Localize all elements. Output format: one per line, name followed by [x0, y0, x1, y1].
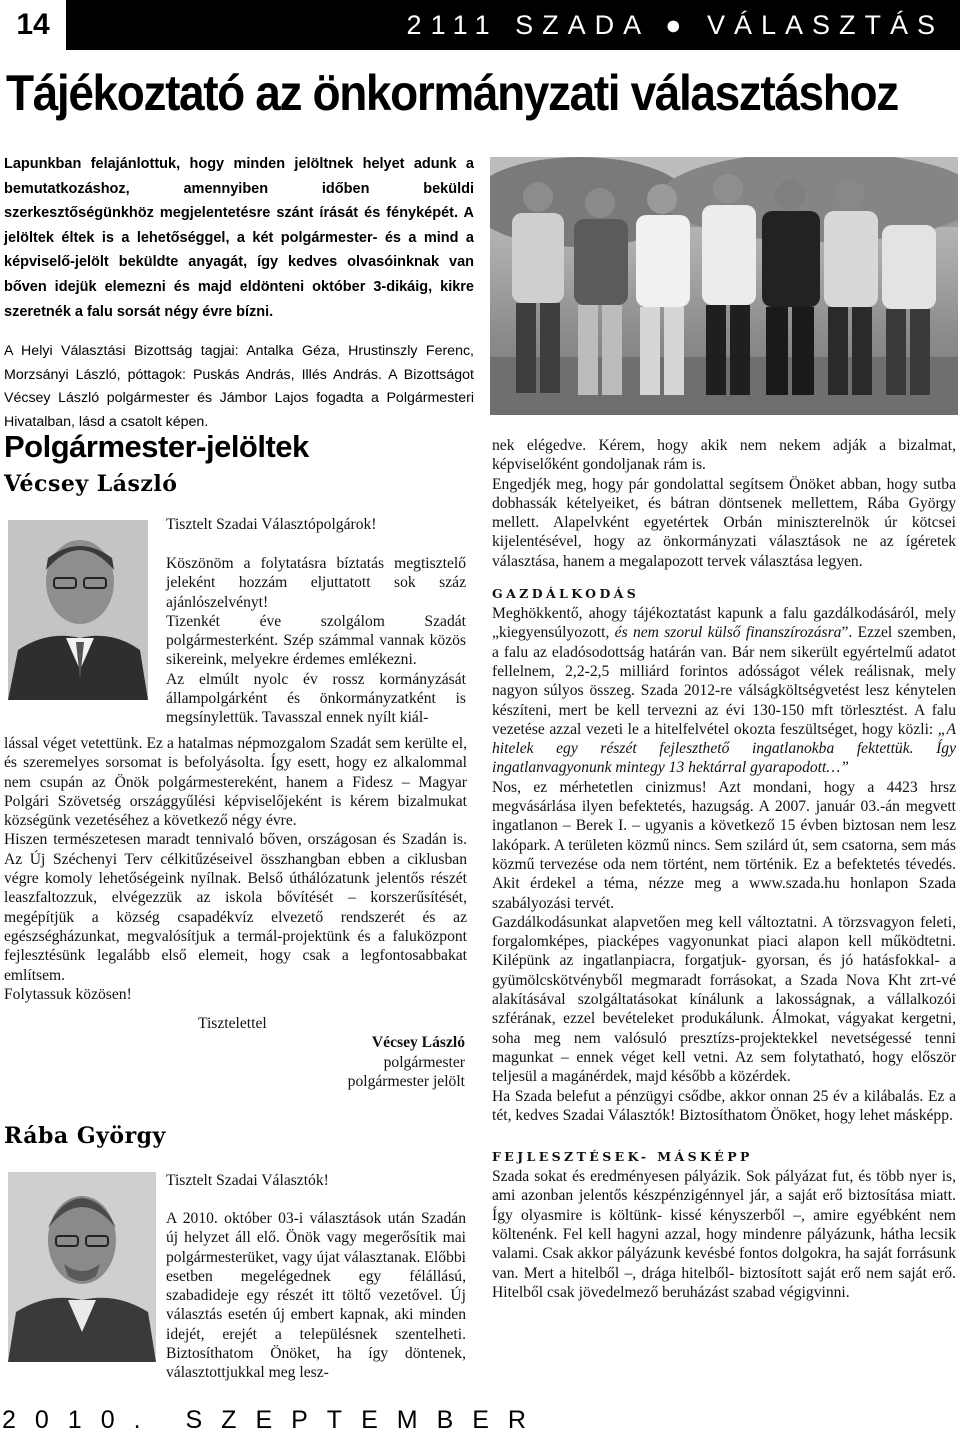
- italic-run: „A hitelek egy részét fejleszthető ingatlanokba fektettük. Így ingatlanvagyonunk mintegy 13 hektárral gyarapodott…”: [492, 720, 956, 777]
- group-photo: [490, 157, 958, 415]
- candidate1-wide-text: [4, 734, 467, 1004]
- running-head: 2111 SZADA ● VÁLASZTÁS: [406, 10, 944, 40]
- candidate2-greeting: Tisztelt Szadai Választók!: [166, 1172, 329, 1189]
- paragraph: Folytassuk közösen!: [4, 985, 132, 1003]
- signature-name: Vécsey László: [371, 1034, 465, 1052]
- candidate2-narrow-text: A 2010. október 03-i választások után Szadán új helyzet áll elő. Önök vagy megerősítik mai polgármesterüket, vagy újat választanak. Előbbi esetben megelégednek egy félállású, szabadideje egy részét itt töltő vezetővel. Új választás esetén új embert kapnak, aki minden idejét, erejét a településnek szentelheti. Biztosíthatom Önöket, ha így döntenek, választottjukkal meg lesz-: [166, 1210, 466, 1382]
- text-run: ”. Ezzel szemben, a falu az eladósodottság határán van. Bár nem sikerült egyértelmű adatot fellelnem, 2,2-2,5 milliárd forintos adósságot vélek reálisnak, mely nagyon súlyos összeg. Szada 2012-re válságköltségvetést lesz kénytelen készíteni, mert be kell tervezni az évi 130-150 mft törlesztést. A falu vezetése azzal vezeti le a hitelfelvétel okozta feszültséget, hogy közli:: [492, 624, 956, 738]
- page-footer: 2010. SZEPTEMBER: [2, 1406, 545, 1434]
- paragraph: Szada sokat és eredményesen pályázik. Sok pályázat fut, és több nyer is, ami azonban jelentős készpénzigénnyel jár, a saját erő biztosítása miatt. Így olyasmire is költünk- kissé kényszerből –, amire egyébként nem költenénk. Fel kell hagyni azzal, hogy mindenre pályázunk, hátha lecsik valami. Csak akkor pályázunk kevésbé fontos dolgokra, ha saját forrásunk van. Mert a hitelből –, drága hitelből- biztosított saját erő nem saját erő. Hitelből csak jövedelmező beruházást szabad végigvinni.: [492, 1168, 956, 1301]
- paragraph: Gazdálkodásunkat alapvetően meg kell változtatni. A törzsvagyon feleti, forgalomképes, piacképes vagyonunkat piaci alapon kell működtetni. Kilépünk az ingatlanpiacra, forgatjuk- gyorsan, és jó hatásfokkal- a gyümölcskötvényből megmaradt forrásokat, a Szada Nova Kht zrt-vé alakításával szolgáltatásokat kínálunk a lakosságnak, a vállalkozói szférának, ezzel bevételeket produkálunk. Álmokat, vágyakat kergetni, soha meg nem valósuló presztízs-projektekkel nevetségessé tenni magunkat – ennek véget kell vetni. Az sem folytatható, hogy először teljesül a magánérdek, majd később a közérdek.: [492, 913, 956, 1086]
- text-run: Meghökkentő, ahogy tájékoztatást kapunk a falu gazdálkodásáról, mely „kiegyensúlyozott,: [492, 605, 956, 642]
- candidate1-portrait-image: [8, 520, 148, 700]
- paragraph: Köszönöm a folytatásra bíztatás megtisztelő jeleként hozzám eljuttatott sok száz ajánlószelvényt!: [166, 555, 466, 611]
- paragraph: nek elégedve. Kérem, hogy akik nem nekem adják a bizalmat, képviselőként gondoljanak rám is.: [492, 437, 956, 474]
- signature-role: polgármester: [383, 1053, 465, 1071]
- candidate1-signature: [4, 1014, 467, 1091]
- paragraph: Az elmúlt nyolc év rossz kormányzását állampolgárként és önkormányzatként is megsínylettük. Tavasszal ennek nyílt kiál-: [166, 670, 466, 727]
- candidate2-column3: [492, 436, 956, 1302]
- page-header: [0, 0, 960, 50]
- subheading-gazdalkodas: GAZDÁLKODÁS: [492, 586, 640, 602]
- paragraph: lással véget vetettünk. Ez a hatalmas népmozgalom Szadát sem kerülte el, és szeremelyes sorsomat is befolyásolta. Így esett, hogy ez alkalommal nem csupán az Önök polgármestereként, hanem a Fidesz – Magyar Polgári Szövetség országgyűlési képviselőjeként is kérem bizalmukat községünk vezetéséhez a következő négy évre.: [4, 735, 467, 830]
- candidate1-greeting: Tisztelt Szadai Választópolgárok!: [166, 516, 377, 533]
- paragraph: Nos, ez mérhetetlen cinizmus! Azt mondani, hogy a 4423 hrsz megvásárlása ilyen befektetés, hazugság. A 2007. január 03.-án megvett ingatlanon – Berek I. – ugyanis a következő 15 évben biztosan nem lesz lakópark. A területen közmű nincs. Sem szilárd út, sem csatorna, sem más közmű tervezése oda nem történt, nem történik. Ez a befektetés tévedés. Akit érdekel a téma, nézze meg a www.szada.hu honlapon Szada szabályozási tervét.: [492, 778, 956, 912]
- candidate1-narrow-text: [166, 554, 466, 728]
- candidate2-name: Rába György: [4, 1123, 166, 1149]
- section-heading: Polgármester-jelöltek: [4, 429, 309, 464]
- page-number: 14: [0, 0, 68, 50]
- paragraph: Hiszen természetesen maradt tennivaló bőven, országosan és Szadán is. Az Új Széchenyi Terv célkitűzéseivel összhangban ebben a ciklusban végre komoly lehetőségeink nyílnak. Belső úthálózatunk jelentős részét leaszfaltozzuk, elvégezzük az iskola bővítését – korszerűsítését, megépítjük a község csapadékvíz elvezető rendszerét és az egészségházunkat, megvalósítjuk a termál-projektünk és a faluközpont fejlesztésünk legalább első elemeit, hogy csak a legfontosabbakat említsem.: [4, 831, 467, 984]
- paragraph: Ha Szada belefut a pénzügyi csődbe, akkor onnan 25 év a kilábalás. Ez a tét, kedves Szadai Választók! Biztosíthatom Önöket, hogy lehet másképp.: [492, 1087, 956, 1124]
- group-photo-image: [490, 157, 958, 415]
- italic-run: és nem szorul külső finanszírozásra: [614, 624, 842, 642]
- signature-role: polgármester jelölt: [347, 1072, 465, 1090]
- closing: Tisztelettel: [198, 1015, 267, 1032]
- article-title: Tájékoztató az önkormányzati választáshoz: [6, 65, 898, 121]
- candidate1-name: Vécsey László: [4, 471, 178, 497]
- candidate2-portrait-image: [8, 1172, 156, 1362]
- photo-caption: A Helyi Választási Bizottság tagjai: Antalka Géza, Hrustinszly Ferenc, Morzsányi László, póttagok: Puskás András, Illés András. A Bizottságot Vécsey László polgármester és Jámbor Lajos fogadta a Polgármesteri Hivatalban, lásd a csatolt képen.: [4, 343, 474, 430]
- paragraph: [492, 604, 956, 778]
- subheading-fejlesztesek: FEJLESZTÉSEK- MÁSKÉPP: [492, 1149, 753, 1165]
- paragraph: Engedjék meg, hogy pár gondolattal segítsem Önöket abban, hogy sutba dobhassák kételyeiket, és bátran döntsenek mellettem, Rába György mellett. Alapelvként egyetértek Orbán miniszterelnök úr kötcsei kijelentésével, hogy az önkormányzati választások ne az ígéretek választása, hanem a megalapozott tervek választása legyen.: [492, 475, 956, 570]
- candidate2-portrait: [8, 1172, 156, 1362]
- lead-paragraph: Lapunkban felajánlottuk, hogy minden jelöltnek helyet adunk a bemutatkozáshoz, amennyiben időben beküldi szerkesztőségünkhöz megjelentetésre szánt írását és fényképét. A jelöltek éltek is a lehetőséggel, a két polgármester- és a mind a képviselő-jelölt beküldte anyagát, így kedves olvasóinknak van bőven idejük elemezni és majd eldönteni október 3-dikáig, kikre szeretnék a falu sorsát négy évre bízni.: [4, 156, 474, 320]
- candidate1-portrait: [8, 520, 148, 700]
- paragraph: Tizenkét éve szolgálom Szadát polgármesterként. Szép számmal vannak közös sikereink, melyekre érdemes emlékezni.: [166, 612, 466, 669]
